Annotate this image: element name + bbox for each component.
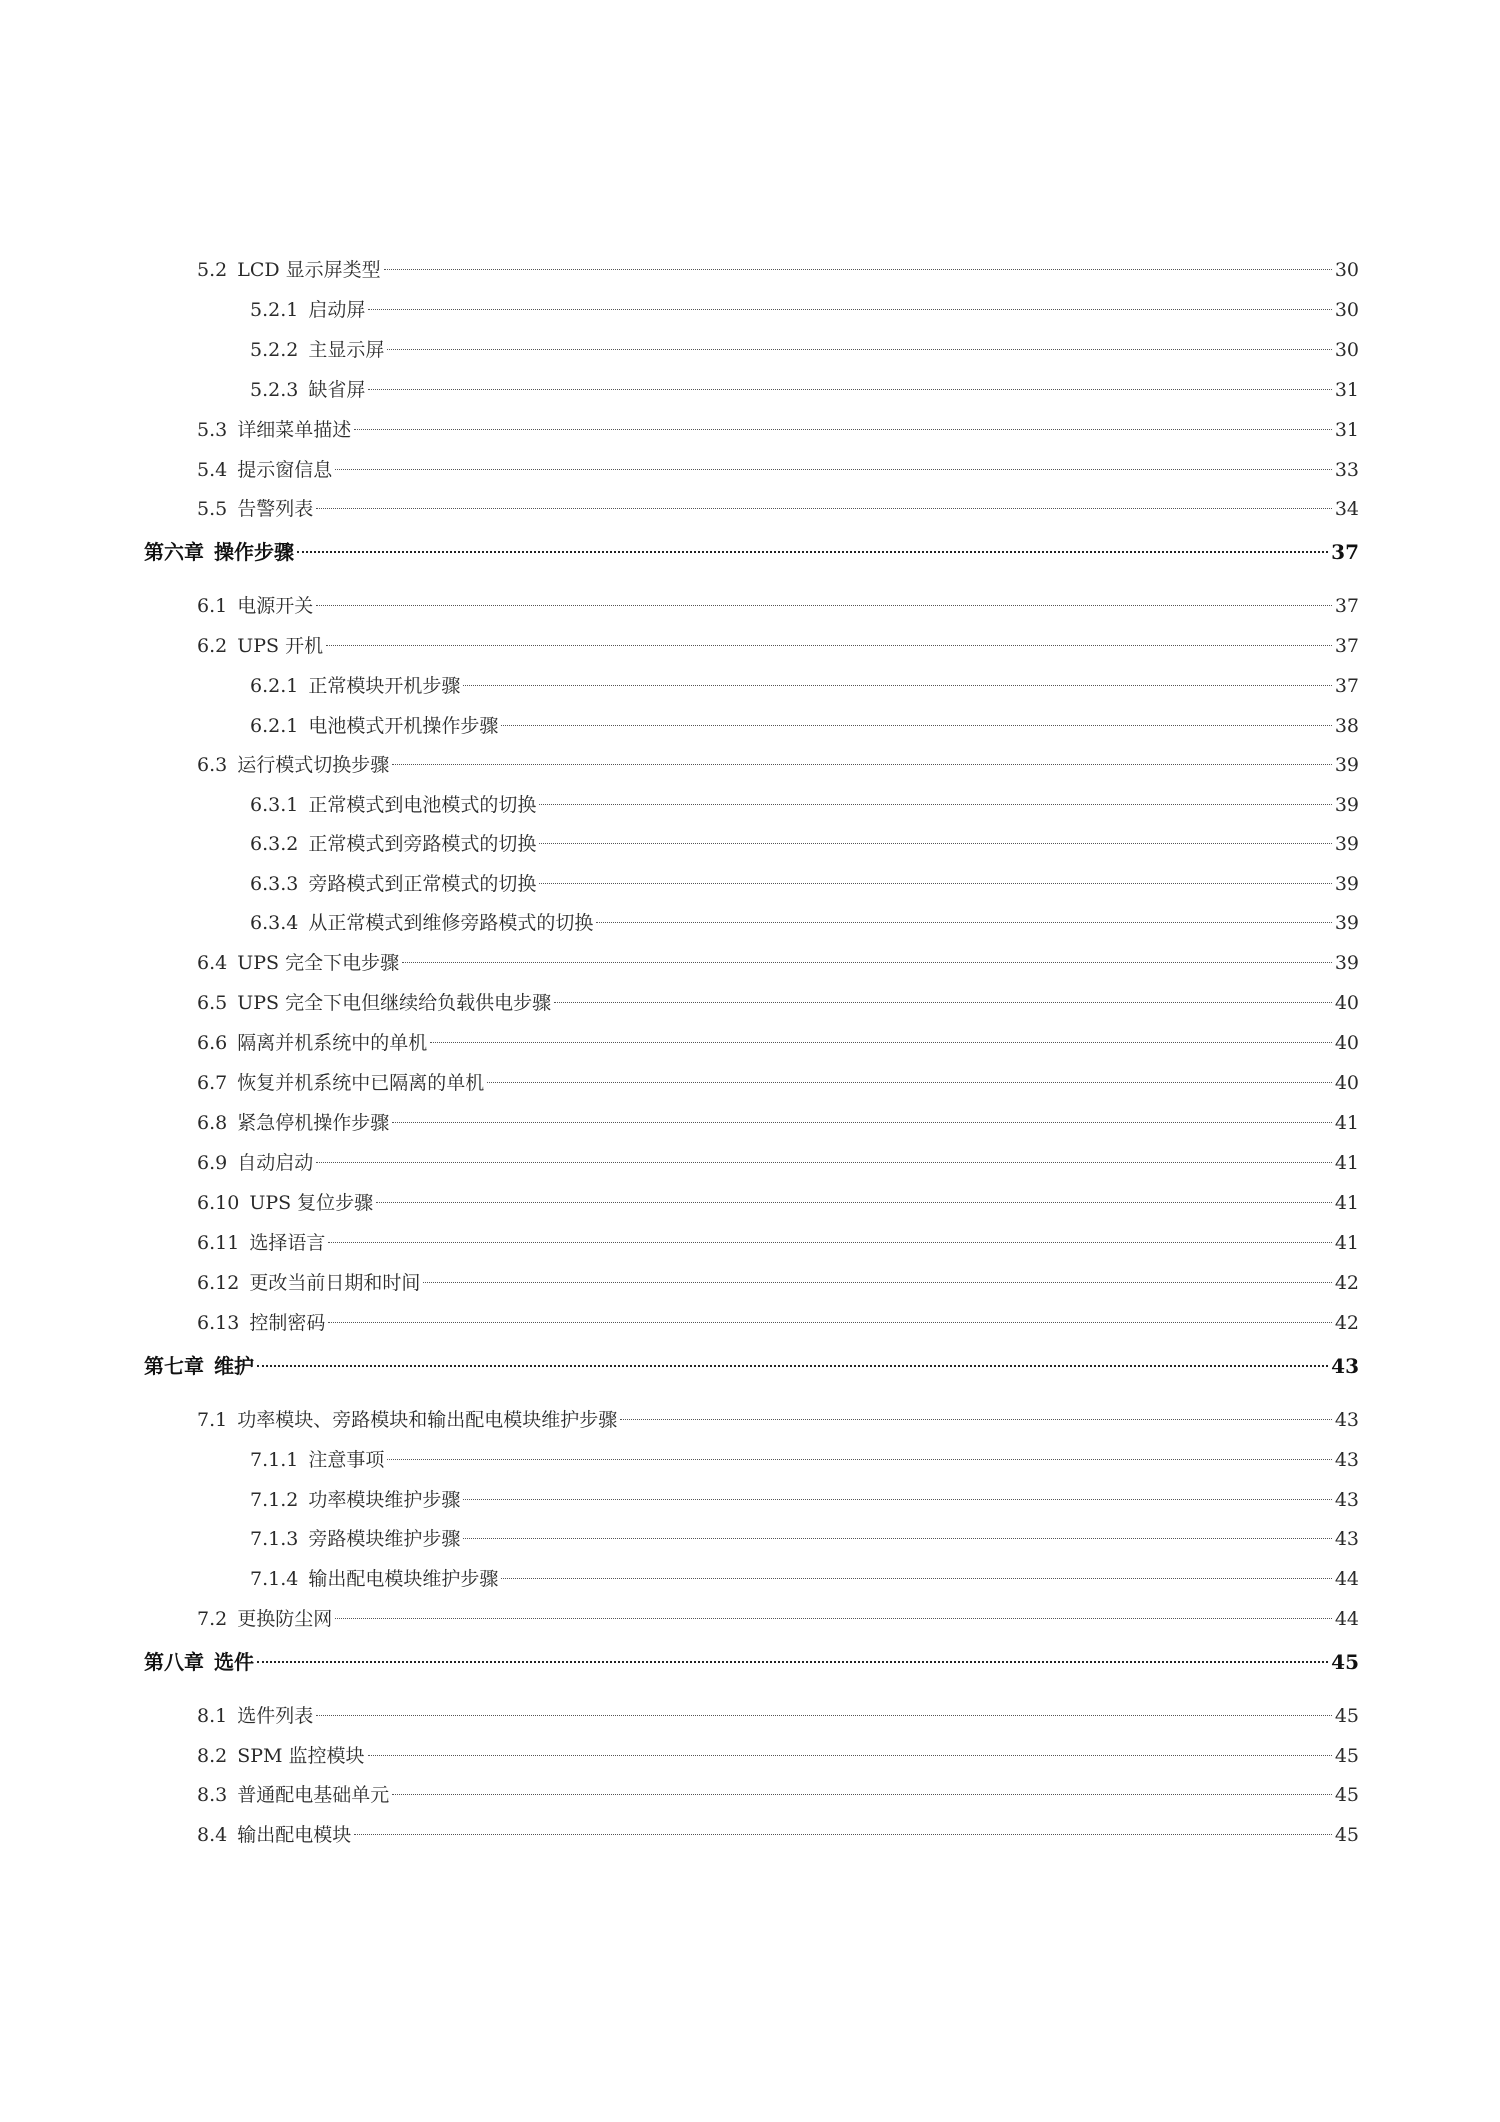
toc-page-number: 41 [1334,1112,1359,1134]
toc-entry-number: 6.5 [197,992,228,1014]
toc-dot-leader [387,1459,1331,1460]
toc-entry-title: 旁路模块维护步骤 [308,1528,461,1550]
toc-page-number: 43 [1334,1489,1359,1511]
toc-entry-title: 输出配电模块 [237,1824,352,1846]
toc-entry[interactable] [197,1228,1359,1258]
toc-entry[interactable] [197,1405,1359,1435]
toc-page-number: 43 [1334,1449,1359,1471]
toc-dot-leader [368,309,1331,310]
toc-entry-number: 6.12 [197,1272,240,1294]
toc-entry-number: 7.1.1 [250,1449,299,1471]
toc-entry-number: 6.2.1 [250,715,299,737]
toc-entry-number: 7.1.3 [250,1528,299,1550]
toc-dot-leader [384,269,1332,270]
toc-dot-leader [257,1661,1328,1663]
toc-dot-leader [368,389,1331,390]
toc-page-number: 39 [1334,754,1359,776]
toc-page-number: 43 [1334,1409,1359,1431]
toc-entry[interactable] [197,1068,1359,1098]
toc-dot-leader [316,508,1332,509]
toc-entry-number: 6.3.4 [250,912,299,934]
toc-dot-leader [335,1618,1332,1619]
toc-dot-leader [297,551,1328,553]
toc-entry-number: 8.3 [197,1784,228,1806]
toc-entry[interactable] [197,1028,1359,1058]
toc-page-number: 40 [1334,1032,1359,1054]
toc-page-number: 41 [1334,1152,1359,1174]
toc-page-number: 39 [1334,952,1359,974]
toc-entry-title: 选件 [214,1650,254,1674]
toc-entry-title: 选件列表 [237,1705,314,1727]
toc-entry-number: 7.2 [197,1608,228,1630]
toc-page-number: 42 [1334,1272,1359,1294]
toc-entry-title: 更换防尘网 [237,1608,333,1630]
toc-page-number: 38 [1334,715,1359,737]
toc-page-number: 30 [1334,259,1359,281]
toc-entry-number: 6.8 [197,1112,228,1134]
toc-entry-number: 5.2.2 [250,339,299,361]
toc-page-number: 37 [1334,595,1359,617]
toc-page-number: 39 [1334,794,1359,816]
toc-entry-number: 7.1 [197,1409,228,1431]
toc-entry[interactable] [197,1604,1359,1634]
toc-page-number: 41 [1334,1192,1359,1214]
toc-entry[interactable] [197,455,1359,485]
toc-entry-title: 普通配电基础单元 [237,1784,390,1806]
toc-entry[interactable] [250,1445,1359,1475]
toc-dot-leader [316,1162,1332,1163]
toc-page-number: 45 [1334,1784,1359,1806]
toc-entry-number: 5.2.3 [250,379,299,401]
toc-dot-leader [257,1365,1328,1367]
toc-page-number: 31 [1334,379,1359,401]
toc-chapter-entry[interactable] [144,1351,1359,1381]
toc-dot-leader [354,429,1332,430]
toc-entry[interactable] [250,1524,1359,1554]
toc-entry-title: 功率模块、旁路模块和输出配电模块维护步骤 [237,1409,618,1431]
toc-entry[interactable] [250,375,1359,405]
toc-entry-title: 正常模块开机步骤 [308,675,461,697]
toc-page-number: 45 [1331,1650,1359,1674]
toc-entry-title: 主显示屏 [308,339,385,361]
toc-page-number: 39 [1334,912,1359,934]
toc-entry-title: UPS 完全下电但继续给负载供电步骤 [237,992,552,1014]
toc-entry-number: 5.5 [197,498,228,520]
toc-entry-number: 6.9 [197,1152,228,1174]
toc-entry[interactable] [250,908,1359,938]
toc-dot-leader [326,645,1332,646]
toc-entry[interactable] [197,415,1359,445]
toc-entry-number: 6.4 [197,952,228,974]
toc-page-number: 31 [1334,419,1359,441]
toc-dot-leader [328,1242,1331,1243]
toc-entry-number: 6.2 [197,635,228,657]
toc-entry[interactable] [197,1188,1359,1218]
toc-dot-leader [316,1715,1332,1716]
toc-page-number: 40 [1334,992,1359,1014]
toc-entry-title: 从正常模式到维修旁路模式的切换 [308,912,594,934]
toc-entry[interactable] [250,711,1359,741]
toc-page-number: 44 [1334,1608,1359,1630]
toc-entry-number: 6.1 [197,595,228,617]
toc-dot-leader [392,764,1332,765]
toc-page-number: 39 [1334,873,1359,895]
toc-dot-leader [487,1082,1332,1083]
toc-dot-leader [501,725,1331,726]
toc-dot-leader [430,1042,1332,1043]
toc-entry[interactable] [197,1701,1359,1731]
toc-entry-title: 正常模式到旁路模式的切换 [308,833,537,855]
toc-page-number: 41 [1334,1232,1359,1254]
toc-entry[interactable] [250,671,1359,701]
toc-dot-leader [463,685,1331,686]
toc-entry[interactable] [197,1268,1359,1298]
toc-dot-leader [463,1538,1331,1539]
toc-entry-number: 第六章 [144,540,204,564]
toc-dot-leader [463,1499,1331,1500]
toc-entry-title: 运行模式切换步骤 [237,754,390,776]
toc-entry[interactable] [250,295,1359,325]
toc-entry[interactable] [197,1148,1359,1178]
toc-dot-leader [539,843,1331,844]
toc-page-number: 30 [1334,299,1359,321]
toc-entry-title: 维护 [214,1354,254,1378]
toc-entry-title: UPS 开机 [237,635,324,657]
toc-dot-leader [423,1282,1331,1283]
toc-entry[interactable] [197,948,1359,978]
toc-page-number: 33 [1334,459,1359,481]
toc-entry-number: 第八章 [144,1650,204,1674]
toc-dot-leader [539,883,1331,884]
toc-page-number: 45 [1334,1745,1359,1767]
toc-entry-title: 隔离并机系统中的单机 [237,1032,428,1054]
toc-entry-title: 电源开关 [237,595,314,617]
toc-entry[interactable] [197,1780,1359,1810]
toc-entry-title: UPS 复位步骤 [249,1192,374,1214]
toc-page-number: 40 [1334,1072,1359,1094]
toc-entry-title: 恢复并机系统中已隔离的单机 [237,1072,485,1094]
toc-entry-number: 6.6 [197,1032,228,1054]
toc-entry[interactable] [250,1485,1359,1515]
toc-entry[interactable] [250,790,1359,820]
toc-dot-leader [328,1322,1331,1323]
toc-entry[interactable] [197,1308,1359,1338]
toc-entry-title: 电池模式开机操作步骤 [308,715,499,737]
toc-entry-title: 告警列表 [237,498,314,520]
toc-dot-leader [354,1834,1332,1835]
toc-entry[interactable] [250,869,1359,899]
toc-entry-number: 6.10 [197,1192,240,1214]
toc-entry-title: 注意事项 [308,1449,385,1471]
toc-entry[interactable] [197,988,1359,1018]
toc-page-number: 34 [1334,498,1359,520]
toc-entry-number: 6.13 [197,1312,240,1334]
toc-dot-leader [335,469,1332,470]
toc-chapter-entry[interactable] [144,537,1359,567]
toc-dot-leader [620,1419,1332,1420]
toc-entry-title: LCD 显示屏类型 [237,259,381,281]
toc-dot-leader [539,804,1331,805]
toc-entry-title: 详细菜单描述 [237,419,352,441]
toc-entry-title: 功率模块维护步骤 [308,1489,461,1511]
toc-entry[interactable] [250,335,1359,365]
toc-entry-title: UPS 完全下电步骤 [237,952,400,974]
toc-page-number: 43 [1331,1354,1359,1378]
toc-page-number: 37 [1331,540,1359,564]
toc-entry-number: 第七章 [144,1354,204,1378]
toc-entry-number: 6.3.3 [250,873,299,895]
toc-entry-title: 提示窗信息 [237,459,333,481]
toc-page-number: 37 [1334,675,1359,697]
toc-page-number: 45 [1334,1705,1359,1727]
toc-entry-number: 8.1 [197,1705,228,1727]
toc-entry-number: 5.2.1 [250,299,299,321]
toc-entry-title: SPM 监控模块 [237,1745,365,1767]
toc-entry-title: 操作步骤 [214,540,294,564]
toc-entry-number: 7.1.4 [250,1568,299,1590]
toc-entry-number: 8.4 [197,1824,228,1846]
toc-dot-leader [402,962,1332,963]
toc-entry-title: 旁路模式到正常模式的切换 [308,873,537,895]
toc-dot-leader [368,1755,1332,1756]
toc-dot-leader [387,349,1331,350]
toc-entry[interactable] [197,1108,1359,1138]
toc-entry-number: 8.2 [197,1745,228,1767]
toc-entry-title: 自动启动 [237,1152,314,1174]
toc-page-number: 30 [1334,339,1359,361]
toc-entry-number: 6.11 [197,1232,240,1254]
toc-entry[interactable] [197,494,1359,524]
toc-entry-number: 5.2 [197,259,228,281]
toc-page-number: 39 [1334,833,1359,855]
toc-entry[interactable] [197,1820,1359,1850]
toc-entry-title: 缺省屏 [308,379,366,401]
toc-chapter-entry[interactable] [144,1647,1359,1677]
toc-entry-number: 5.4 [197,459,228,481]
toc-entry-title: 选择语言 [249,1232,326,1254]
toc-entry-title: 启动屏 [308,299,366,321]
toc-dot-leader [376,1202,1332,1203]
toc-dot-leader [392,1794,1332,1795]
toc-entry-title: 输出配电模块维护步骤 [308,1568,499,1590]
toc-entry[interactable] [197,750,1359,780]
toc-entry-number: 6.7 [197,1072,228,1094]
toc-dot-leader [596,922,1331,923]
toc-page-number: 42 [1334,1312,1359,1334]
toc-page-number: 43 [1334,1528,1359,1550]
toc-entry[interactable] [197,631,1359,661]
toc-entry[interactable] [197,1741,1359,1771]
toc-dot-leader [554,1002,1332,1003]
toc-entry-title: 更改当前日期和时间 [249,1272,421,1294]
toc-entry-number: 6.3.1 [250,794,299,816]
toc-entry[interactable] [197,591,1359,621]
toc-entry-title: 控制密码 [249,1312,326,1334]
toc-entry-number: 6.3.2 [250,833,299,855]
toc-entry-number: 7.1.2 [250,1489,299,1511]
toc-entry[interactable] [250,829,1359,859]
toc-entry[interactable] [197,255,1359,285]
toc-entry-number: 6.3 [197,754,228,776]
toc-page-number: 44 [1334,1568,1359,1590]
toc-entry-title: 正常模式到电池模式的切换 [308,794,537,816]
toc-entry-title: 紧急停机操作步骤 [237,1112,390,1134]
toc-page-number: 45 [1334,1824,1359,1846]
toc-page-number: 37 [1334,635,1359,657]
toc-entry-number: 5.3 [197,419,228,441]
toc-dot-leader [501,1578,1331,1579]
toc-entry-number: 6.2.1 [250,675,299,697]
toc-dot-leader [392,1122,1332,1123]
toc-dot-leader [316,605,1332,606]
toc-entry[interactable] [250,1564,1359,1594]
